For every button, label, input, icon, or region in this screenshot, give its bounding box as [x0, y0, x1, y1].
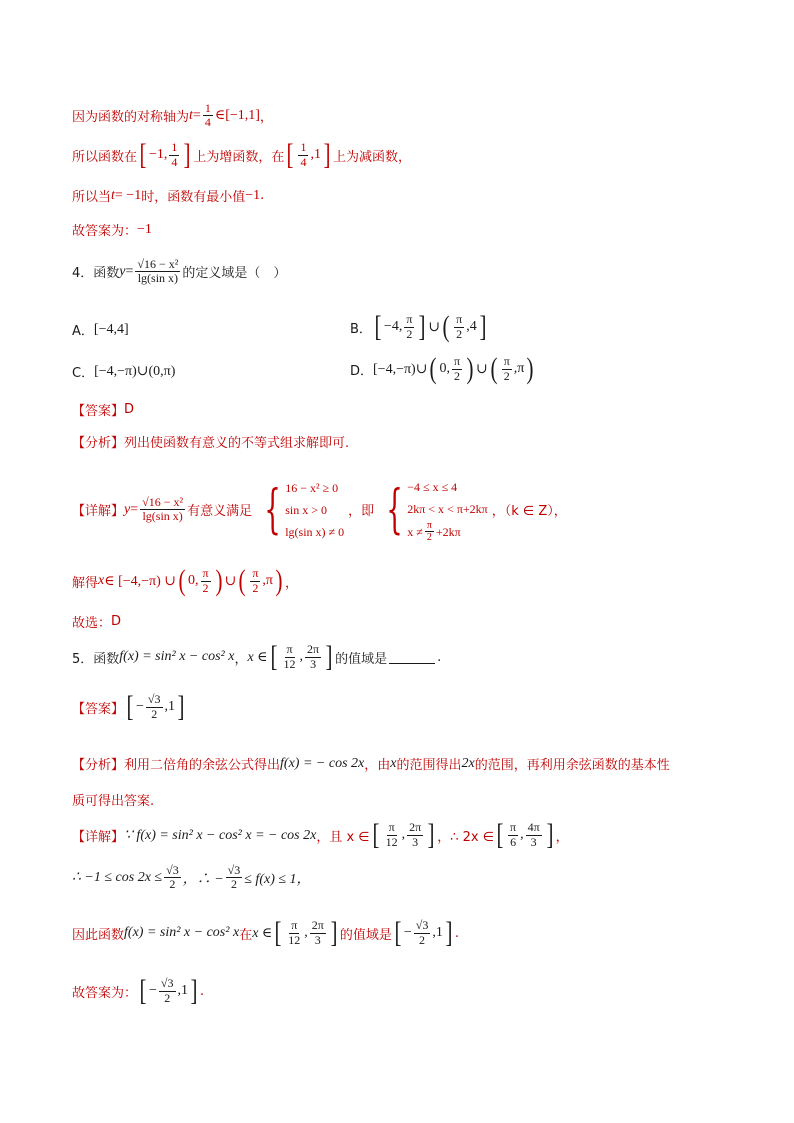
option-c	[72, 362, 175, 381]
system-row: 16 − x² ≥ 0	[285, 480, 339, 495]
frac-den: 2	[169, 877, 176, 892]
text: 的值域是	[339, 927, 392, 943]
frac-num: √3	[160, 976, 174, 991]
math: [−4,−π)∪	[373, 361, 428, 377]
math-var: y	[124, 501, 131, 517]
option-d	[350, 354, 536, 384]
system-row: lg(sin x) ≠ 0	[285, 524, 345, 539]
fraction	[201, 567, 211, 594]
punct: .	[200, 983, 205, 999]
math: = −1	[114, 187, 142, 203]
bracket: (	[490, 352, 498, 385]
bracket: (	[429, 352, 437, 385]
q4-choose	[72, 612, 121, 631]
analysis-tag: 【分析】	[72, 758, 125, 773]
math: −1,	[149, 147, 168, 162]
math-comma: ,	[520, 827, 524, 842]
frac-den: 2	[406, 326, 413, 341]
fraction	[526, 821, 542, 848]
bracket: (	[238, 564, 246, 597]
frac-num: π	[388, 820, 395, 835]
frac-num: π	[252, 566, 259, 581]
system-row: −4 ≤ x ≤ 4	[407, 480, 458, 494]
math: −1	[245, 187, 261, 203]
system-rows	[407, 476, 487, 543]
q4-detail	[72, 476, 567, 543]
bracket: ]	[546, 818, 554, 851]
fraction	[384, 821, 400, 848]
system-row: 2kπ < x < π+2kπ	[407, 502, 488, 516]
frac-num: π	[202, 566, 209, 581]
text: 的范围，再利用余弦函数的基本性	[474, 758, 670, 773]
question-4-stem	[72, 258, 286, 285]
fraction	[140, 496, 185, 523]
frac-num: 2π	[409, 820, 422, 835]
answer-line-q3	[72, 220, 152, 239]
text: 上为增函数，在	[193, 149, 285, 165]
frac-num: π	[286, 642, 293, 657]
fraction	[164, 864, 181, 891]
bracket: )	[526, 352, 534, 385]
math: ，∴ −	[182, 871, 224, 887]
analysis-text: 列出使函数有意义的不等式组求解即可.	[124, 436, 350, 451]
text: 故选：	[72, 616, 112, 631]
frac-den: 2	[419, 932, 426, 947]
system-rows	[285, 477, 344, 543]
q5-answer	[72, 692, 187, 722]
q5-analysis-cont	[72, 790, 154, 809]
bracket: [	[374, 310, 382, 343]
bracket: ]	[325, 640, 333, 673]
text: 质可得出答案.	[72, 794, 155, 809]
math: ,1	[310, 147, 321, 162]
math: ∵ f(x) = sin² x − cos² x = − cos 2x	[124, 827, 317, 843]
frac-num: √3	[166, 863, 179, 877]
frac-den: 12	[288, 932, 301, 947]
fraction	[508, 821, 518, 848]
frac-num: √3	[415, 918, 429, 933]
text: ，（k ∈ Z），	[491, 504, 567, 519]
text: 解得	[72, 575, 99, 591]
fraction	[298, 141, 308, 168]
frac-den: 2	[503, 368, 510, 383]
math: −	[136, 699, 144, 714]
text: 因此函数	[72, 927, 125, 943]
frac-den: 4	[300, 154, 307, 169]
frac-den: 2	[453, 368, 460, 383]
bracket: [	[496, 818, 504, 851]
option-b	[350, 312, 489, 342]
math: ,π	[262, 573, 273, 588]
bracket: [	[372, 818, 380, 851]
frac-num: √3	[147, 692, 161, 707]
fraction	[226, 864, 243, 891]
fraction	[502, 355, 512, 382]
fraction	[310, 919, 326, 946]
q4-answer	[72, 400, 134, 419]
frac-den: 4	[204, 115, 211, 130]
frac-den: 3	[310, 656, 317, 671]
system-row	[407, 520, 487, 543]
solution-line-symmetry-axis	[72, 102, 273, 129]
math: ,1	[432, 925, 443, 940]
math-op: =	[125, 263, 134, 279]
solution-line-minimum	[72, 186, 264, 205]
frac-den: 2	[164, 990, 171, 1005]
option-a	[72, 320, 129, 339]
fraction	[452, 355, 462, 382]
punct: .	[260, 188, 265, 203]
frac-den: 12	[283, 656, 296, 671]
fraction	[414, 919, 431, 946]
math-op: ∪	[224, 573, 237, 589]
bracket: ]	[427, 818, 435, 851]
fraction	[425, 520, 434, 543]
inequality-system-2	[378, 476, 488, 543]
text: ，即	[348, 504, 375, 519]
math-op: ∈	[214, 108, 226, 124]
frac-num: π	[453, 354, 460, 369]
bracket: )	[215, 564, 223, 597]
math: ,π	[513, 361, 525, 376]
brace: {	[386, 479, 403, 540]
system-row: sin x > 0	[285, 502, 327, 517]
fraction	[146, 693, 163, 720]
math-op: =	[130, 501, 139, 517]
frac-num: π	[291, 918, 298, 933]
text: 时，函数有最小值	[141, 190, 246, 205]
frac-num: √16 − x²	[142, 494, 184, 509]
math-interval: [−1,1]	[225, 107, 260, 123]
fraction	[282, 643, 298, 670]
fraction	[169, 141, 179, 168]
frac-den: 3	[530, 834, 537, 849]
option-label: C．	[72, 366, 95, 381]
bracket: )	[275, 564, 283, 597]
math: x ∈	[252, 925, 273, 941]
option-label: A．	[72, 324, 94, 339]
option-text: [−4,−π)∪(0,π)	[94, 364, 176, 379]
bracket: ]	[330, 916, 338, 949]
bracket: [	[139, 974, 147, 1007]
frac-num: π	[510, 820, 517, 835]
text: 有意义满足	[187, 504, 253, 519]
math-comma: ,	[401, 827, 406, 842]
fraction	[135, 258, 180, 285]
frac-den: 3	[314, 932, 321, 947]
math: ,4	[466, 319, 477, 334]
bracket: [	[274, 916, 282, 949]
math: +2kπ	[435, 524, 461, 539]
bracket: ]	[183, 138, 191, 171]
math: ≤ f(x) ≤ 1，	[244, 871, 311, 887]
frac-den: 2	[230, 877, 237, 892]
fraction	[404, 313, 414, 340]
bracket: [	[139, 138, 147, 171]
fraction	[250, 567, 260, 594]
bracket: ]	[445, 916, 453, 949]
fraction	[286, 919, 302, 946]
punct: ，	[234, 651, 248, 667]
analysis-tag: 【分析】	[72, 436, 125, 451]
text: 所以当	[72, 190, 112, 205]
frac-den: 2	[151, 706, 158, 721]
solution-line-monotonic	[72, 140, 411, 170]
question-number: 5．函数	[72, 651, 120, 667]
punct: .	[437, 649, 442, 665]
frac-den: 2	[426, 532, 432, 543]
bracket: ]	[323, 138, 331, 171]
bracket: ]	[479, 310, 487, 343]
bracket: [	[394, 916, 402, 949]
bracket: (	[178, 564, 186, 597]
answer-value: D	[124, 402, 135, 417]
frac-num: π	[406, 312, 413, 327]
math-var: x	[98, 573, 105, 588]
frac-den: 3	[412, 834, 419, 849]
frac-num: √16 − x²	[137, 257, 179, 271]
frac-den: 6	[510, 834, 517, 849]
math-var: y	[119, 263, 126, 279]
math-comma: ,	[304, 925, 308, 940]
bracket: ]	[418, 310, 426, 343]
frac-num: π	[503, 354, 510, 369]
math: 0,	[439, 361, 450, 376]
math: −1	[137, 221, 152, 237]
punct: ，	[259, 110, 273, 126]
frac-den: 2	[456, 326, 463, 341]
frac-num: 4π	[527, 820, 540, 835]
answer-tag: 【答案】	[72, 404, 125, 419]
text: 利用二倍角的余弦公式得出	[124, 758, 281, 773]
brace: {	[264, 479, 281, 540]
math: x ≠	[407, 524, 423, 539]
math: 2x	[461, 755, 475, 771]
question-number: 4．函数	[72, 266, 120, 282]
q5-final	[72, 976, 204, 1006]
fraction	[203, 102, 213, 129]
q4-solve	[72, 566, 298, 596]
frac-den: 2	[202, 580, 209, 595]
bracket: ]	[177, 690, 185, 723]
math: ∴ −1 ≤ cos 2x ≤	[72, 870, 163, 886]
text: 所以函数在	[72, 149, 138, 165]
fraction	[454, 313, 464, 340]
math: −4,	[383, 319, 403, 334]
frac-num: 2π	[311, 918, 324, 933]
text: 因为函数的对称轴为	[72, 110, 190, 126]
math: f(x) = − cos 2x	[280, 755, 365, 771]
frac-num: π	[426, 520, 432, 531]
bracket: )	[466, 352, 474, 385]
bracket: ]	[190, 974, 198, 1007]
text: 的范围得出	[396, 758, 462, 773]
text: ，且 x ∈	[316, 829, 370, 845]
frac-num: π	[456, 312, 463, 327]
math: ∈ [−4,−π) ∪	[104, 573, 177, 589]
fraction	[407, 821, 423, 848]
q5-detail-line2	[72, 864, 311, 891]
text: 的定义域是（ ）	[182, 266, 287, 282]
q5-analysis	[72, 754, 670, 773]
option-text: [−4,4]	[93, 321, 129, 337]
text: 上为减函数，	[332, 149, 411, 165]
punct: ，	[555, 829, 569, 845]
text: 在	[239, 927, 253, 943]
frac-num: 2π	[307, 642, 320, 657]
answer-tag: 【答案】	[72, 701, 125, 717]
frac-den: lg(sin x)	[137, 271, 179, 286]
frac-den: lg(sin x)	[142, 509, 183, 523]
math-op: =	[192, 107, 201, 123]
bracket: [	[286, 138, 294, 171]
math-op: ∪	[476, 361, 488, 377]
frac-den: 2	[252, 580, 259, 595]
math: 0,	[188, 573, 199, 588]
q4-analysis	[72, 432, 349, 451]
math: −	[403, 925, 412, 940]
text: 的值域是	[335, 651, 388, 667]
math-op: ∪	[428, 319, 441, 335]
inequality-system-1	[256, 477, 344, 543]
math-var: t	[189, 107, 193, 123]
punct: ，	[284, 575, 298, 591]
q5-detail-line3	[72, 918, 459, 948]
text: 故答案为：	[72, 985, 138, 1001]
text: ，由	[364, 758, 391, 773]
answer-value: D	[111, 614, 122, 629]
frac-den: 4	[171, 154, 178, 169]
math-var: t	[111, 187, 115, 203]
text: 故答案为：	[72, 224, 138, 239]
math: f(x) = sin² x − cos² x	[124, 925, 240, 940]
math-var: x	[390, 755, 397, 771]
text: ，∴ 2x ∈	[437, 829, 495, 845]
detail-tag: 【详解】	[72, 829, 125, 845]
math: −	[149, 983, 157, 998]
answer-blank	[389, 651, 435, 664]
math: ,1	[177, 983, 189, 998]
bracket: [	[126, 690, 134, 723]
q5-detail	[72, 820, 569, 850]
frac-num: √3	[227, 863, 241, 877]
frac-den: 12	[385, 834, 398, 849]
frac-num: 1	[171, 140, 178, 155]
bracket: [	[270, 640, 278, 673]
bracket: (	[442, 310, 450, 343]
punct: .	[454, 925, 459, 941]
option-label: D．	[350, 363, 374, 379]
math: f(x) = sin² x − cos² x	[119, 649, 235, 664]
question-5-stem	[72, 642, 441, 672]
fraction	[305, 643, 321, 670]
option-label: B．	[350, 321, 372, 337]
math: ,1	[164, 699, 176, 714]
frac-num: 1	[300, 140, 307, 155]
detail-tag: 【详解】	[72, 504, 125, 519]
math: x ∈	[247, 649, 268, 665]
frac-num: 1	[204, 101, 211, 115]
math-comma: ,	[299, 649, 304, 664]
fraction	[159, 977, 176, 1004]
